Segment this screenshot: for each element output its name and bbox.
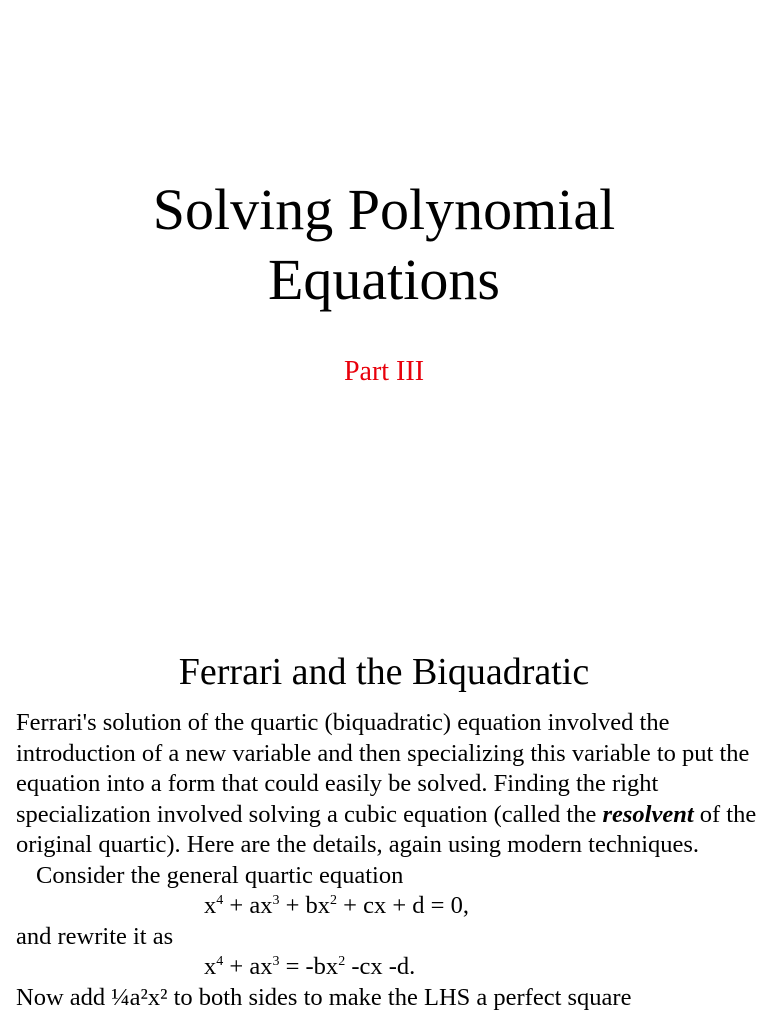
resolvent-term: resolvent (602, 800, 694, 828)
slide-subtitle: Part III (343, 356, 425, 387)
eq2-exponent: 4 (216, 954, 224, 969)
eq2-term: x (204, 953, 217, 980)
rewritten-equation (16, 952, 761, 983)
slide-title-line-1: Solving Polynomial (152, 177, 616, 242)
slide-body (16, 708, 761, 1013)
slide-title (0, 175, 768, 315)
general-quartic-equation (16, 891, 761, 922)
content-slide (0, 620, 768, 1024)
eq1-term: + ax (223, 892, 273, 919)
intro-text-end: of the original quartic). Here are the details, again using modern techniques. (16, 800, 757, 858)
eq1-term: x (204, 892, 217, 919)
intro-text-start: Ferrari's solution of the quartic (biquadratic) equation involved the introduction of a new variable and then specializing this variable to put the equation into a form that could easily be solved. Finding the right specialization involved solving a cubic equation (called the (16, 709, 750, 828)
eq1-exponent: 2 (330, 893, 338, 908)
intro-paragraph (16, 708, 761, 861)
slide-title-line-2: Equations (268, 247, 500, 312)
consider-line: Consider the general quartic equation (36, 861, 404, 889)
eq2-term: -cx -d. (345, 953, 416, 980)
eq1-term: + cx + d = 0, (337, 892, 469, 919)
section-heading: Ferrari and the Biquadratic (178, 651, 590, 693)
eq2-exponent: 3 (272, 954, 280, 969)
eq2-exponent: 2 (338, 954, 346, 969)
cutoff-line: Now add ¼a²x² to both sides to make the LHS a perfect square (16, 983, 632, 1011)
rewrite-line: and rewrite it as (16, 922, 174, 950)
eq1-exponent: 3 (272, 893, 280, 908)
eq2-term: = -bx (279, 953, 339, 980)
eq1-exponent: 4 (216, 893, 224, 908)
eq2-term: + ax (223, 953, 273, 980)
eq1-term: + bx (279, 892, 331, 919)
